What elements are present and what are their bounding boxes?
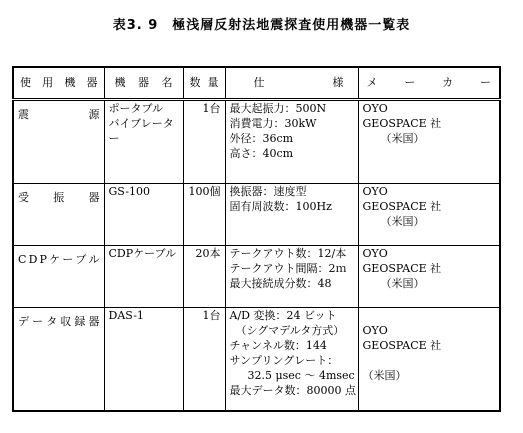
equipment-name-cell: デ ー タ 収 録 器 [13, 307, 104, 411]
equipment-name-cell: 震 源 [13, 99, 104, 183]
maker-cell: OYO GEOSPACE 社 （米国） [358, 99, 500, 183]
table-row [13, 183, 500, 245]
header-model: 機 器 名 [104, 67, 183, 99]
equipment-name-cell: 受 振 器 [13, 183, 104, 245]
header-equipment: 使 用 機 器 [13, 67, 104, 99]
spec-cell: 最大起振力：500N 消費電力：30kW 外径：36cm 高さ：40cm [225, 99, 358, 183]
model-cell: DAS-1 [104, 307, 183, 411]
header-row [13, 67, 500, 99]
maker-cell: OYO GEOSPACE 社 （米国） [358, 245, 500, 307]
equipment-name-cell: C D P ケ ー ブ ル [13, 245, 104, 307]
table-row [13, 245, 500, 307]
equipment-table [12, 66, 501, 412]
quantity-cell: 100個 [183, 183, 225, 245]
model-cell: ポータブル バイブレーター [104, 99, 183, 183]
maker-cell: OYO GEOSPACE 社 （米国） [358, 307, 500, 411]
maker-cell: OYO GEOSPACE 社 （米国） [358, 183, 500, 245]
header-maker: メ ー カ ー [358, 67, 500, 99]
spec-cell: テークアウト数：12/本 テークアウト間隔：2ｍ 最大接続成分数：48 [225, 245, 358, 307]
header-spec: 仕 様 [225, 67, 358, 99]
table-row [13, 307, 500, 411]
header-quantity: 数 量 [183, 67, 225, 99]
model-cell: CDPケーブル [104, 245, 183, 307]
model-cell: GS-100 [104, 183, 183, 245]
quantity-cell: 1台 [183, 99, 225, 183]
quantity-cell: 20本 [183, 245, 225, 307]
spec-cell: A/D 変換：24 ビット （シグマデルタ方式） チャンネル数：144 サンプリングレート： 32.5 μsec ～ 4msec 最大データ数：80000 点 [225, 307, 358, 411]
table-row [13, 99, 500, 183]
spec-cell: 換振器：速度型 固有周波数：100Hz [225, 183, 358, 245]
quantity-cell: 1台 [183, 307, 225, 411]
table-title: 表3. 9 極浅層反射法地震探査使用機器一覧表 [112, 18, 411, 33]
